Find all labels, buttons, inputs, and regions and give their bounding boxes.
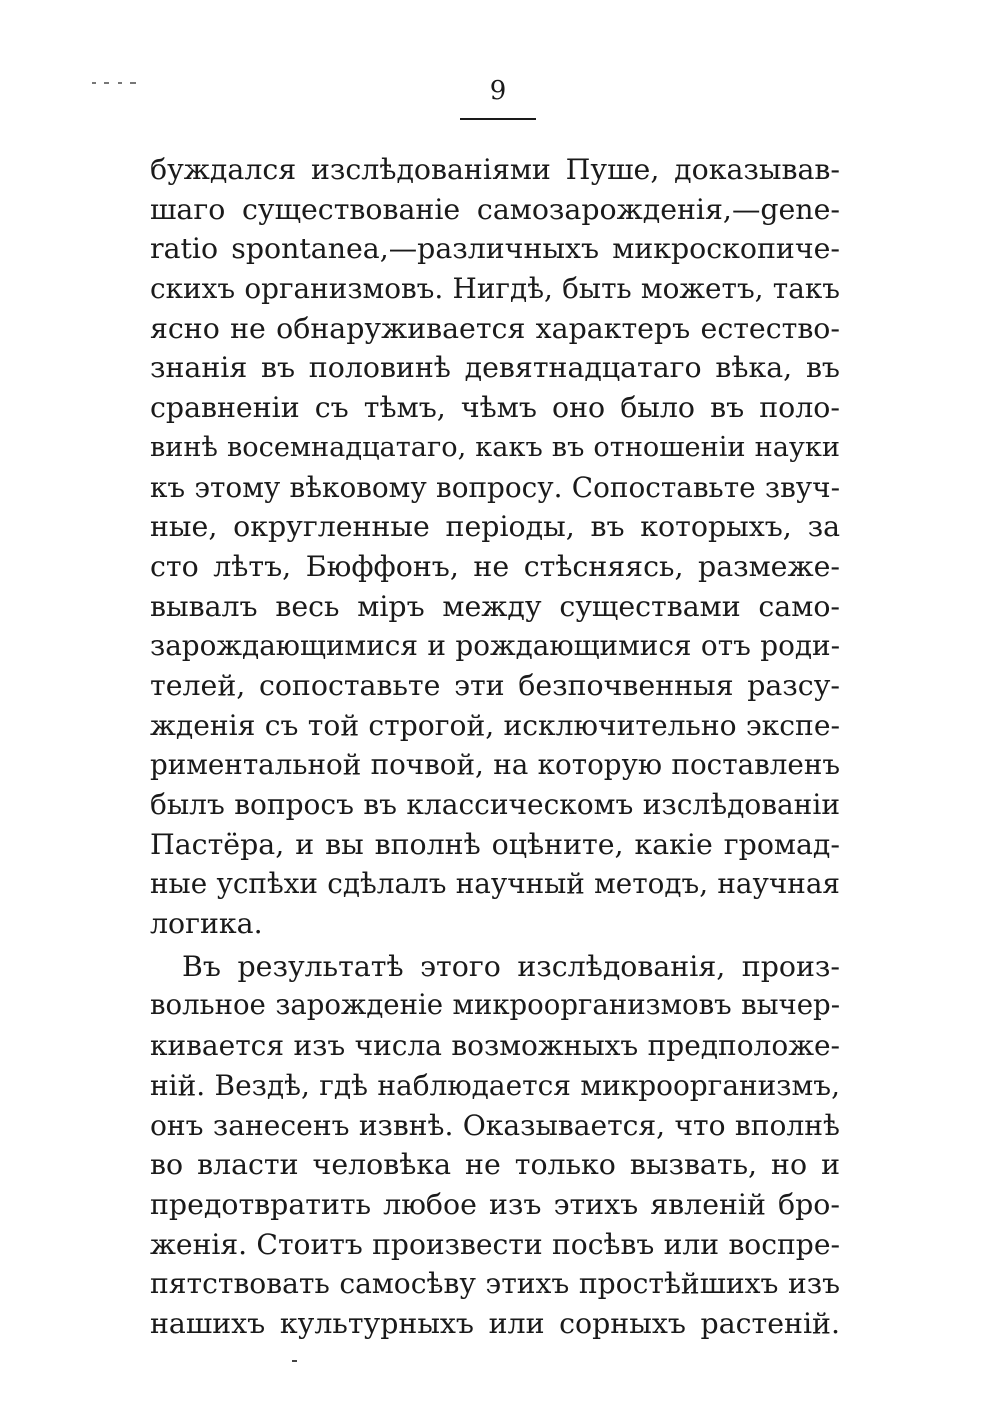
- text-line: онъ занесенъ извнѣ. Оказывается, что вполнѣ: [150, 1108, 840, 1142]
- text-line: телей, сопоставьте эти безпочвенныя разсу-: [150, 668, 840, 702]
- text-line: предотвратить любое изъ этихъ явленій бро-: [150, 1187, 840, 1221]
- text-line: сто лѣтъ, Бюффонъ, не стѣсняясь, размеже-: [150, 549, 840, 583]
- text-line: во власти человѣка не только вызвать, но и: [150, 1148, 840, 1182]
- text-line: жденія съ той строгой, исключительно экспе-: [150, 708, 840, 742]
- text-line: зарождающимися и рождающимися отъ роди-: [150, 629, 840, 663]
- text-line: шаго существованіе самозарожденія,—gene-: [150, 192, 840, 226]
- text-line: винѣ восемнадцатаго, какъ въ отношеніи науки: [150, 431, 840, 463]
- text-line: кивается изъ числа возможныхъ предположе-: [150, 1029, 840, 1063]
- text-line: вывалъ весь міръ между существами само-: [150, 589, 840, 623]
- text-line: логика.: [150, 907, 263, 941]
- margin-specks: [92, 80, 142, 88]
- text-line: былъ вопросъ въ классическомъ изслѣдованіи: [150, 788, 840, 821]
- text-line: ratio spontanea,—различныхъ микроскопиче-: [150, 232, 840, 266]
- text-line: буждался изслѣдованіями Пуше, доказывав-: [150, 153, 840, 186]
- bottom-speck: [292, 1360, 297, 1362]
- text-line: ные успѣхи сдѣлалъ научный методъ, научная: [150, 867, 840, 901]
- text-line: вольное зарожденіе микроорганизмовъ вычер-: [150, 989, 840, 1022]
- paragraph-1: [150, 150, 840, 944]
- text-line: скихъ организмовъ. Нигдѣ, быть можетъ, такъ: [150, 272, 840, 306]
- page-number-rule: [460, 118, 536, 120]
- text-line: ясно не обнаруживается характеръ естество-: [150, 311, 840, 345]
- text-line: сравненіи съ тѣмъ, чѣмъ оно было въ поло-: [150, 391, 840, 425]
- text-line: ные, округленные періоды, въ которыхъ, за: [150, 510, 840, 544]
- text-line: Въ результатѣ этого изслѣдованія, произ-: [182, 949, 840, 983]
- text-line: женія. Стоитъ произвести посѣвъ или воспре-: [150, 1227, 840, 1261]
- body-text: [150, 150, 840, 1344]
- page-number: 9: [489, 76, 507, 106]
- paragraph-2: [150, 947, 840, 1344]
- text-line: нашихъ культурныхъ или сорныхъ растеній.: [150, 1306, 840, 1340]
- text-line: риментальной почвой, на которую поставленъ: [150, 748, 840, 782]
- text-line: ній. Вездѣ, гдѣ наблюдается микроорганизмъ,: [150, 1068, 840, 1102]
- text-line: къ этому вѣковому вопросу. Сопоставьте звуч-: [150, 470, 840, 504]
- text-line: знанія въ половинѣ девятнадцатаго вѣка, въ: [150, 351, 840, 385]
- text-line: пятствовать самосѣву этихъ простѣйшихъ изъ: [150, 1267, 840, 1301]
- text-line: Пастёра, и вы вполнѣ оцѣните, какіе громад-: [150, 827, 840, 861]
